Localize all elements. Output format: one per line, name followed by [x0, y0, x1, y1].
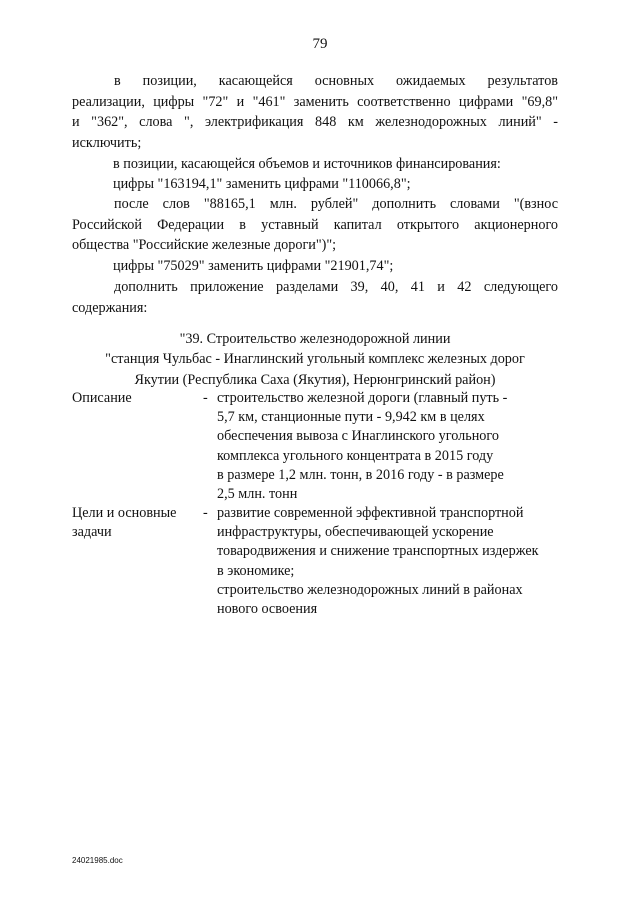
text-line: Российской Федерации в уставный капитал открытого акционерного: [72, 216, 558, 233]
value-line: товародвижения и снижение транспортных издержек: [217, 543, 539, 560]
row-dash: -: [203, 390, 208, 406]
value-line: в размере 1,2 млн. тонн, в 2016 году - в размере: [217, 466, 504, 483]
value-line: в экономике;: [217, 562, 295, 579]
label-line: Цели и основные: [72, 505, 177, 521]
paragraph-after-words: [72, 194, 558, 256]
value-line: нового освоения: [217, 601, 318, 618]
row-label-goals: [72, 504, 192, 542]
paragraph-supplement: [72, 277, 558, 318]
row-value-goals: [217, 504, 552, 619]
value-line: 2,5 млн. тонн: [217, 486, 298, 503]
text-line: исключить;: [72, 134, 142, 151]
text-line: цифры "75029" заменить цифрами "21901,74";: [113, 258, 394, 274]
title-line: "станция Чульбас - Инаглинский угольный комплекс железных дорог: [105, 351, 525, 368]
paragraph-funding: [72, 154, 558, 175]
value-line: комплекса угольного концентрата в 2015 году: [217, 447, 494, 464]
value-line: инфраструктуры, обеспечивающей ускорение: [217, 524, 494, 541]
text-line: содержания:: [72, 299, 148, 316]
page-number: 79: [312, 36, 328, 52]
text-line: после слов "88165,1 млн. рублей" дополнить словами "(взнос: [114, 196, 558, 212]
text-line: цифры "163194,1" заменить цифрами "110066,8";: [113, 176, 411, 192]
value-line: строительство железнодорожных линий в районах: [217, 581, 523, 598]
section-title: [72, 329, 558, 390]
footer-filename: 24021985.doc: [72, 856, 123, 865]
text-line: общества "Российские железные дороги")";: [72, 237, 337, 254]
value-line: 5,7 км, станционные пути - 9,942 км в целях: [217, 409, 485, 426]
label-line: Описание: [72, 390, 132, 406]
row-dash: -: [203, 505, 208, 521]
title-line: Якутии (Республика Саха (Якутия), Нерюнгринский район): [134, 371, 496, 388]
text-line: и "362", слова ", электрификация 848 км железнодорожных линий" -: [72, 114, 558, 131]
paragraph-figures-2: [72, 256, 558, 277]
value-line: развитие современной эффективной транспортной: [217, 505, 524, 521]
text-line: реализации, цифры "72" и "461" заменить соответственно цифрами "69,8": [72, 93, 558, 110]
value-line: обеспечения вывоза с Инаглинского угольного: [217, 428, 499, 445]
text-line: в позиции, касающейся объемов и источников финансирования:: [113, 156, 501, 172]
text-line: в позиции, касающейся основных ожидаемых результатов: [114, 73, 558, 89]
row-label-description: [72, 389, 192, 408]
label-line: задачи: [72, 524, 112, 541]
value-line: строительство железной дороги (главный путь -: [217, 390, 508, 406]
paragraph-figures-1: [72, 174, 558, 195]
paragraph-results: [72, 71, 558, 153]
title-line: "39. Строительство железнодорожной линии: [179, 331, 451, 347]
text-line: дополнить приложение разделами 39, 40, 41 и 42 следующего: [114, 279, 558, 295]
row-value-description: [217, 389, 552, 504]
